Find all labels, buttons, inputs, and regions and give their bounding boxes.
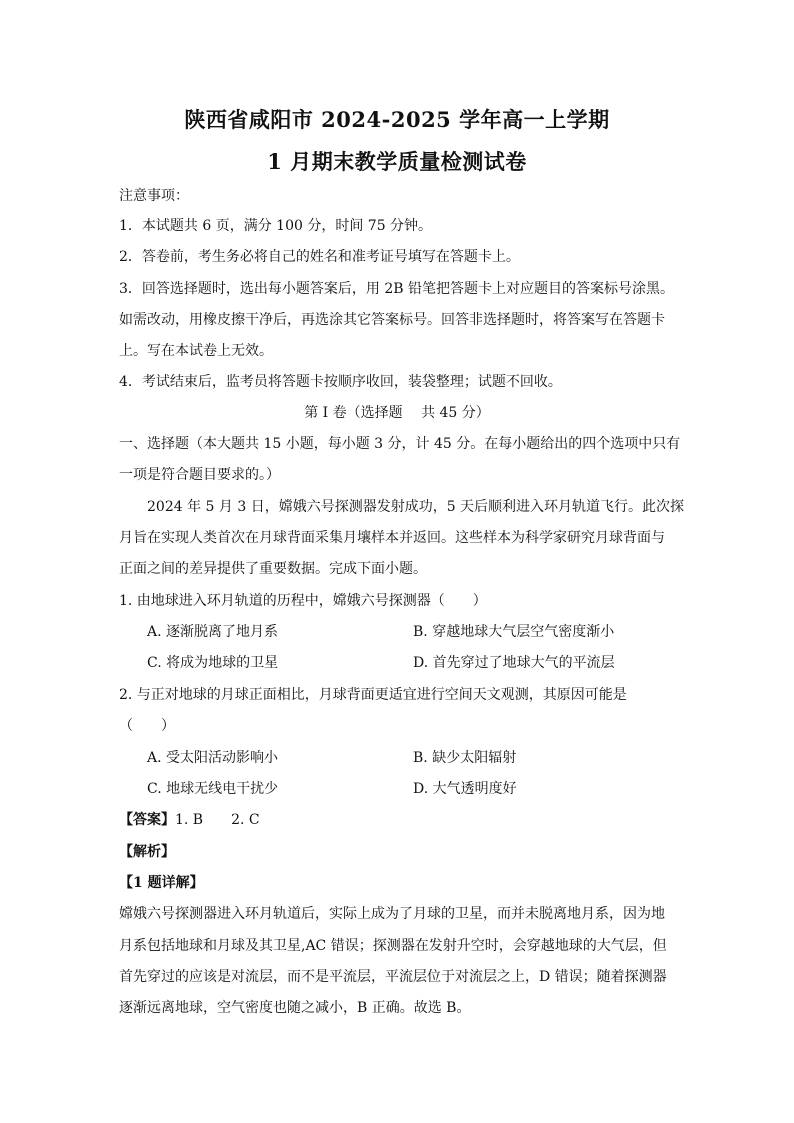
section-intro-line2: 一项是符合题目要求的。） bbox=[119, 467, 280, 483]
q1-option-d: D. 首先穿过了地球大气的平流层 bbox=[413, 655, 615, 671]
q2-option-a: A. 受太阳活动影响小 bbox=[147, 750, 279, 766]
exam-title-line2: 1 月期末教学质量检测试卷 bbox=[267, 149, 527, 174]
answer-label: 【答案】 bbox=[119, 812, 175, 828]
notice-item-3-cont2: 上。写在本试卷上无效。 bbox=[119, 343, 273, 359]
notice-item-4: 4．考试结束后，监考员将答题卡按顺序收回，装袋整理；试题不回收。 bbox=[119, 374, 562, 390]
analysis-line1: 嫦娥六号探测器进入环月轨道后，实际上成为了月球的卫星，而并未脱离地月系，因为地 bbox=[119, 906, 665, 922]
q2-stem-bracket: （ ） bbox=[119, 718, 175, 734]
q2-option-b: B. 缺少太阳辐射 bbox=[413, 750, 517, 766]
q2-option-c: C. 地球无线电干扰少 bbox=[147, 781, 279, 797]
analysis-line2: 月系包括地球和月球及其卫星,AC 错误；探测器在发射升空时，会穿越地球的大气层，但 bbox=[119, 938, 667, 954]
q2-stem: 2. 与正对地球的月球正面相比，月球背面更适宜进行空间天文观测，其原因可能是 bbox=[119, 687, 627, 703]
answer-line bbox=[119, 810, 679, 830]
answer-q1: 1. B bbox=[175, 812, 204, 828]
answer-q2: 2. C bbox=[231, 812, 260, 828]
q1-stem: 1. 由地球进入环月轨道的历程中，嫦娥六号探测器（ ） bbox=[119, 593, 487, 609]
q1-option-a: A. 逐渐脱离了地月系 bbox=[147, 624, 279, 640]
notice-item-2: 2．答卷前，考生务必将自己的姓名和准考证号填写在答题卡上。 bbox=[119, 249, 520, 265]
exam-title-line1: 陕西省咸阳市 2024-2025 学年高一上学期 bbox=[184, 107, 610, 132]
section-intro-line1: 一、选择题（本大题共 15 小题，每小题 3 分，计 45 分。在每小题给出的四个选项中只有 bbox=[119, 436, 681, 452]
section-title: 第 I 卷（选择题 共 45 分） bbox=[304, 405, 490, 421]
q1-option-c: C. 将成为地球的卫星 bbox=[147, 655, 279, 671]
passage-line3: 正面之间的差异提供了重要数据。完成下面小题。 bbox=[119, 561, 427, 577]
passage-line2: 月旨在实现人类首次在月球背面采集月壤样本并返回。这些样本为科学家研究月球背面与 bbox=[119, 530, 665, 546]
notice-item-3-cont: 如需改动，用橡皮擦干净后，再选涂其它答案标号。回答非选择题时，将答案写在答题卡 bbox=[119, 312, 665, 328]
notice-item-3: 3．回答选择题时，选出每小题答案后，用 2B 铅笔把答题卡上对应题目的答案标号涂黑。 bbox=[119, 281, 675, 297]
analysis-line4: 逐渐远离地球，空气密度也随之减小，B 正确。故选 B。 bbox=[119, 1000, 471, 1016]
q1-option-b: B. 穿越地球大气层空气密度渐小 bbox=[413, 624, 615, 640]
notice-heading: 注意事项： bbox=[119, 188, 189, 204]
q2-option-d: D. 大气透明度好 bbox=[413, 781, 517, 797]
analysis-line3: 首先穿过的应该是对流层，而不是平流层，平流层位于对流层之上，D 错误；随着探测器 bbox=[119, 969, 667, 985]
analysis-label: 【解析】 bbox=[119, 844, 175, 860]
passage-line1: 2024 年 5 月 3 日，嫦娥六号探测器发射成功，5 天后顺利进入环月轨道飞行。此次探 bbox=[147, 499, 685, 515]
analysis-sub-label: 【1 题详解】 bbox=[119, 875, 204, 891]
notice-item-1: 1．本试题共 6 页，满分 100 分，时间 75 分钟。 bbox=[119, 218, 433, 234]
